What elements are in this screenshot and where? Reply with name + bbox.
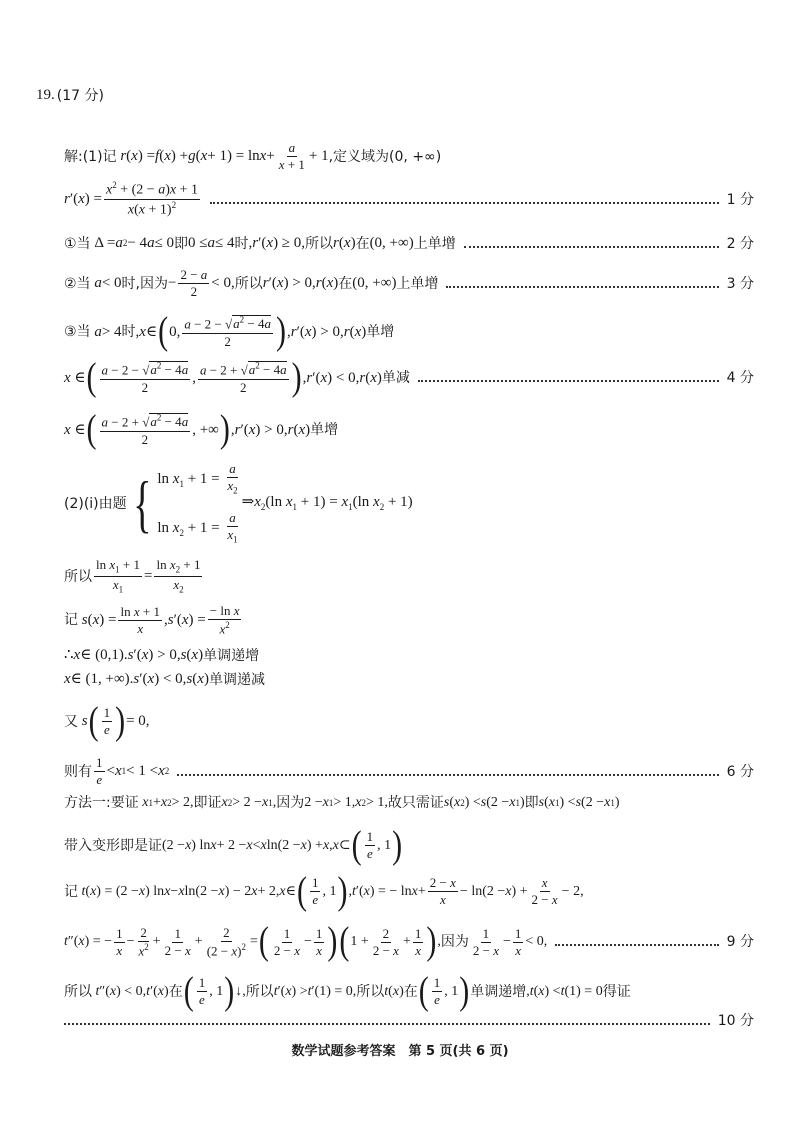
derivative-line: r′(x) = $\frac{x^2 + (2 - a)x + 1}{x(x + 1)^2}$ 1 分	[64, 180, 754, 218]
leader-dots	[555, 944, 718, 946]
case1-line: ①当 Δ = a 2 − 4 a ≤ 0 即 0 ≤ a ≤ 4 时 , r ′( x ) ≥ 0, 所以 r ( x ) 在 (0, +∞) 上单增 2 分	[64, 235, 754, 252]
s-zero-line: 又 s ( $\frac{1}{e}$ ) = 0,	[64, 699, 150, 743]
left-brace-icon: {	[132, 467, 152, 539]
score-9: 9 分	[726, 934, 754, 951]
substitute-line: 带入变形即是证 (2 − x ) ln x + 2 − x < x ln(2 − x ) + x , x ⊂ ( $\frac{1}{e}$ , 1 )	[64, 823, 403, 867]
part2-system: (2)(ⅰ)由题 { $\ln x_1 + 1$ = $\frac{a}{x_2}$ $\ln x_2 + 1$ = $\frac{a}{x_1}$ $\Rightarrow x_2(\ln$ $x_1 + 1) = x_1(\ln$ $x_2 + 1$)	[64, 461, 413, 545]
leader-dots	[446, 286, 718, 288]
define-t-line: 记 t ( x ) = (2 − x ) ln x − x ln(2 − x ) − 2 x + 2, x ∈ ( $\frac{1}{e}$ , 1 ) , t ′( x ) = − ln x + $\frac{2 - x}{x}$ − ln(2 − x ) + $\frac{x}{2 - x}$ − 2,	[64, 869, 584, 913]
score-4: 4 分	[726, 370, 754, 387]
leader-dots	[210, 202, 719, 204]
case3a-line: ③当 a > 4 时 , x ∈ ( 0, $\frac{a - 2 - √a^2 - 4a}{2}$ ) , r ′( x ) > 0, r ( x ) 单增	[64, 310, 395, 354]
score-2: 2 分	[726, 235, 754, 252]
final-line: 所以 t ″( x ) < 0, t ′( x ) 在 ( $\frac{1}{e}$ , 1 ) ↓, 所以 t ′( x ) > t ′(1) = 0, 所以 t ( x ) 在 ( $\frac{1}{e}$ , 1 ) 单调递增 , t ( x ) < t (1) = 0 得证	[64, 969, 631, 1013]
score-6: 6 分	[726, 763, 754, 780]
intro-prefix: 解:(1)记	[64, 148, 117, 165]
define-s-line: 记 s ( x ) = $\frac{\text{ln x + 1}}{x}$ , s ′( x ) = $\frac{\text{− ln x}}{x^2}$	[64, 603, 240, 637]
leader-dots	[418, 380, 719, 382]
leader-dots	[64, 1023, 710, 1025]
score-1: 1 分	[726, 191, 754, 208]
mono-dec-line: x ∈ (1, +∞). s ′( x ) < 0, s ( x ) 单调递减	[64, 671, 265, 688]
mono-inc-line: ∴ x ∈ (0,1). s ′( x ) > 0, s ( x ) 单调递增	[64, 647, 260, 664]
case2-line: ②当 a < 0 时,因为 − $\frac{2 - a}{2}$ < 0, 所以 r ′( x ) > 0, r ( x ) 在 (0, +∞) 上单增 3 分	[64, 267, 754, 300]
score-3: 3 分	[726, 275, 754, 292]
question-points: (17 分)	[56, 87, 104, 104]
page-footer: 数学试题参考答案 第 5 页(共 6 页)	[291, 1044, 509, 1059]
final-score-line	[64, 1014, 754, 1028]
part2-label: (2)(ⅰ)由题	[64, 495, 127, 512]
question-header	[36, 88, 104, 103]
score-10: 10 分	[717, 1013, 754, 1029]
so-label: 所以	[64, 568, 92, 585]
part1-intro: 解:(1)记 r ( x ) = f ( x ) + g ( x + 1) = ln x + $\frac{a}{x + 1}$ + 1 ,定义域为(0, +∞)	[64, 140, 442, 173]
intro-domain: ,定义域为(0, +∞)	[328, 148, 442, 165]
case3c-line: x ∈ ( $\frac{a - 2 + √a^2 - 4a}{2}$ , +∞ ) , r ′( x ) > 0, r ( x ) 单增	[64, 408, 339, 452]
leader-dots	[464, 246, 719, 248]
ratio-line: 所以 $\frac{\ln x_1 + 1}{x_1}$ = $\frac{\ln x_2 + 1}{x_2}$	[64, 557, 201, 596]
method1-line: 方法一:要证 x 1 + x 2 > 2, 即证 x 2 > 2 − x 1 , 因为 2 − x 1 > 1, x 2 > 1, 故只需证 s ( x 2 ) < s (2 − x 1 ) 即 s ( x 1 ) < s (2 − x 1 )	[64, 795, 620, 811]
conclusion-line: 则有 $\frac{1}{e}$ < x 1 < 1 < x 2 6 分	[64, 755, 754, 788]
t-second-line: t ″( x ) = − $\frac{1}{x}$ − $\frac{2}{x^2}$ + $\frac{1}{2 - x}$ + $\frac{2}{(2 - x)^2}$ = ( $\frac{1}{2 - x}$ − $\frac{1}{x}$ ) ( 1 + $\frac{2}{2 - x}$ + $\frac{1}{x}$ ) , 因为 $\frac{1}{2 - x}$ − $\frac{1}{x}$ < 0, 9 分	[64, 920, 754, 964]
question-number: 19.	[36, 87, 55, 103]
case3b-line: x ∈ ( $\frac{a - 2 - √a^2 - 4a}{2}$ , $\frac{a - 2 + √a^2 - 4a}{2}$ ) , r ′( x ) < 0, r ( x ) 单减 4 分	[64, 356, 754, 400]
leader-dots	[177, 774, 718, 776]
